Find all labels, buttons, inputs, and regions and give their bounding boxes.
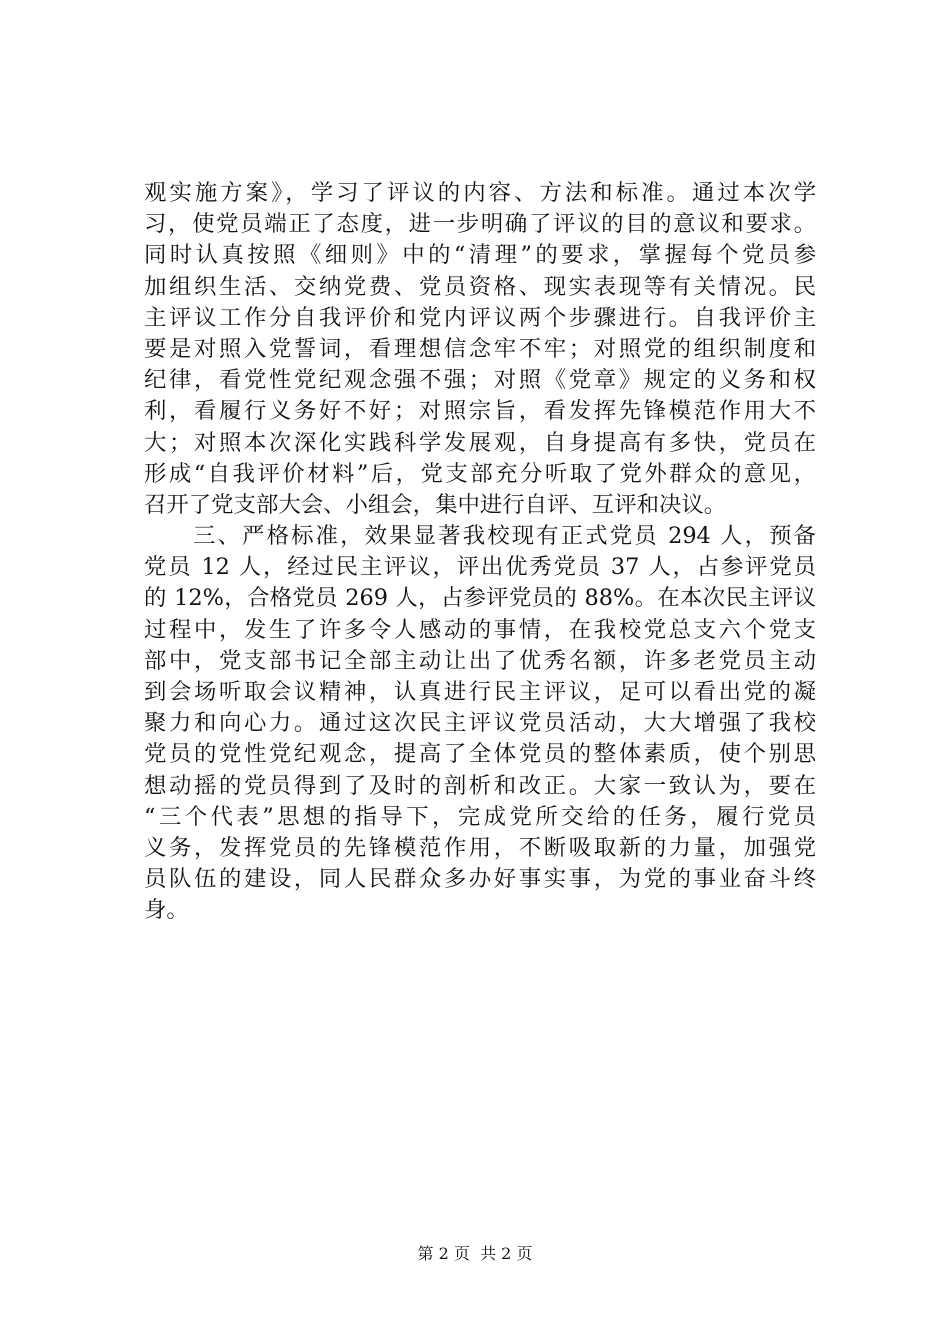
text-line: 要是对照入党誓词，看理想信念牢不牢；对照党的组织制度和 xyxy=(144,335,816,362)
text-line: 习，使党员端正了态度，进一步明确了评议的目的意议和要求。 xyxy=(144,211,816,238)
text-line: 党员 12 人，经过民主评议，评出优秀党员 37 人，占参评党员 xyxy=(144,554,816,581)
text-line: 义务，发挥党员的先锋模范作用，不断吸取新的力量，加强党 xyxy=(144,834,816,861)
text-line: 观实施方案》，学习了评议的内容、方法和标准。通过本次学 xyxy=(144,180,816,206)
text-line: 的 12%，合格党员 269 人，占参评党员的 88%。在本次民主评议 xyxy=(144,585,816,612)
text-line: 主评议工作分自我评价和党内评议两个步骤进行。自我评价主 xyxy=(144,304,816,331)
text-line: 大；对照本次深化实践科学发展观，自身提高有多快，党员在 xyxy=(144,429,816,456)
text-line: 形成“自我评价材料”后，党支部充分听取了党外群众的意见， xyxy=(144,460,816,487)
text-line: 纪律，看党性党纪观念强不强；对照《党章》规定的义务和权 xyxy=(144,367,816,394)
text-line: 利，看履行义务好不好；对照宗旨，看发挥先锋模范作用大不 xyxy=(144,398,816,425)
text-line: 想动摇的党员得到了及时的剖析和改正。大家一致认为，要在 xyxy=(144,772,816,799)
text-line-paragraph-start: 三、严格标准，效果显著我校现有正式党员 294 人，预备 xyxy=(144,523,816,550)
text-line: 过程中，发生了许多令人感动的事情，在我校党总支六个党支 xyxy=(144,616,816,643)
body-text xyxy=(144,178,816,927)
text-line: 到会场听取会议精神，认真进行民主评议，足可以看出党的凝 xyxy=(144,679,816,705)
text-line: 加组织生活、交纳党费、党员资格、现实表现等有关情况。民 xyxy=(144,273,816,300)
text-line: 党员的党性党纪观念，提高了全体党员的整体素质，使个别思 xyxy=(144,741,816,768)
text-line-paragraph-end: 身。 xyxy=(144,897,189,924)
text-line: 员队伍的建设，同人民群众多办好事实事，为党的事业奋斗终 xyxy=(144,866,816,893)
text-line: 部中，党支部书记全部主动让出了优秀名额，许多老党员主动 xyxy=(144,647,816,674)
text-line: 聚力和向心力。通过这次民主评议党员活动，大大增强了我校 xyxy=(144,710,816,737)
text-line-paragraph-end: 召开了党支部大会、小组会，集中进行自评、互评和决议。 xyxy=(144,491,727,518)
text-line: “三个代表”思想的指导下，完成党所交给的任务，履行党员 xyxy=(144,803,816,830)
page-footer xyxy=(0,1242,950,1266)
page-number-label: 第 2 页 共 2 页 xyxy=(417,1244,533,1263)
text-line: 同时认真按照《细则》中的“清理”的要求，掌握每个党员参 xyxy=(144,242,816,269)
